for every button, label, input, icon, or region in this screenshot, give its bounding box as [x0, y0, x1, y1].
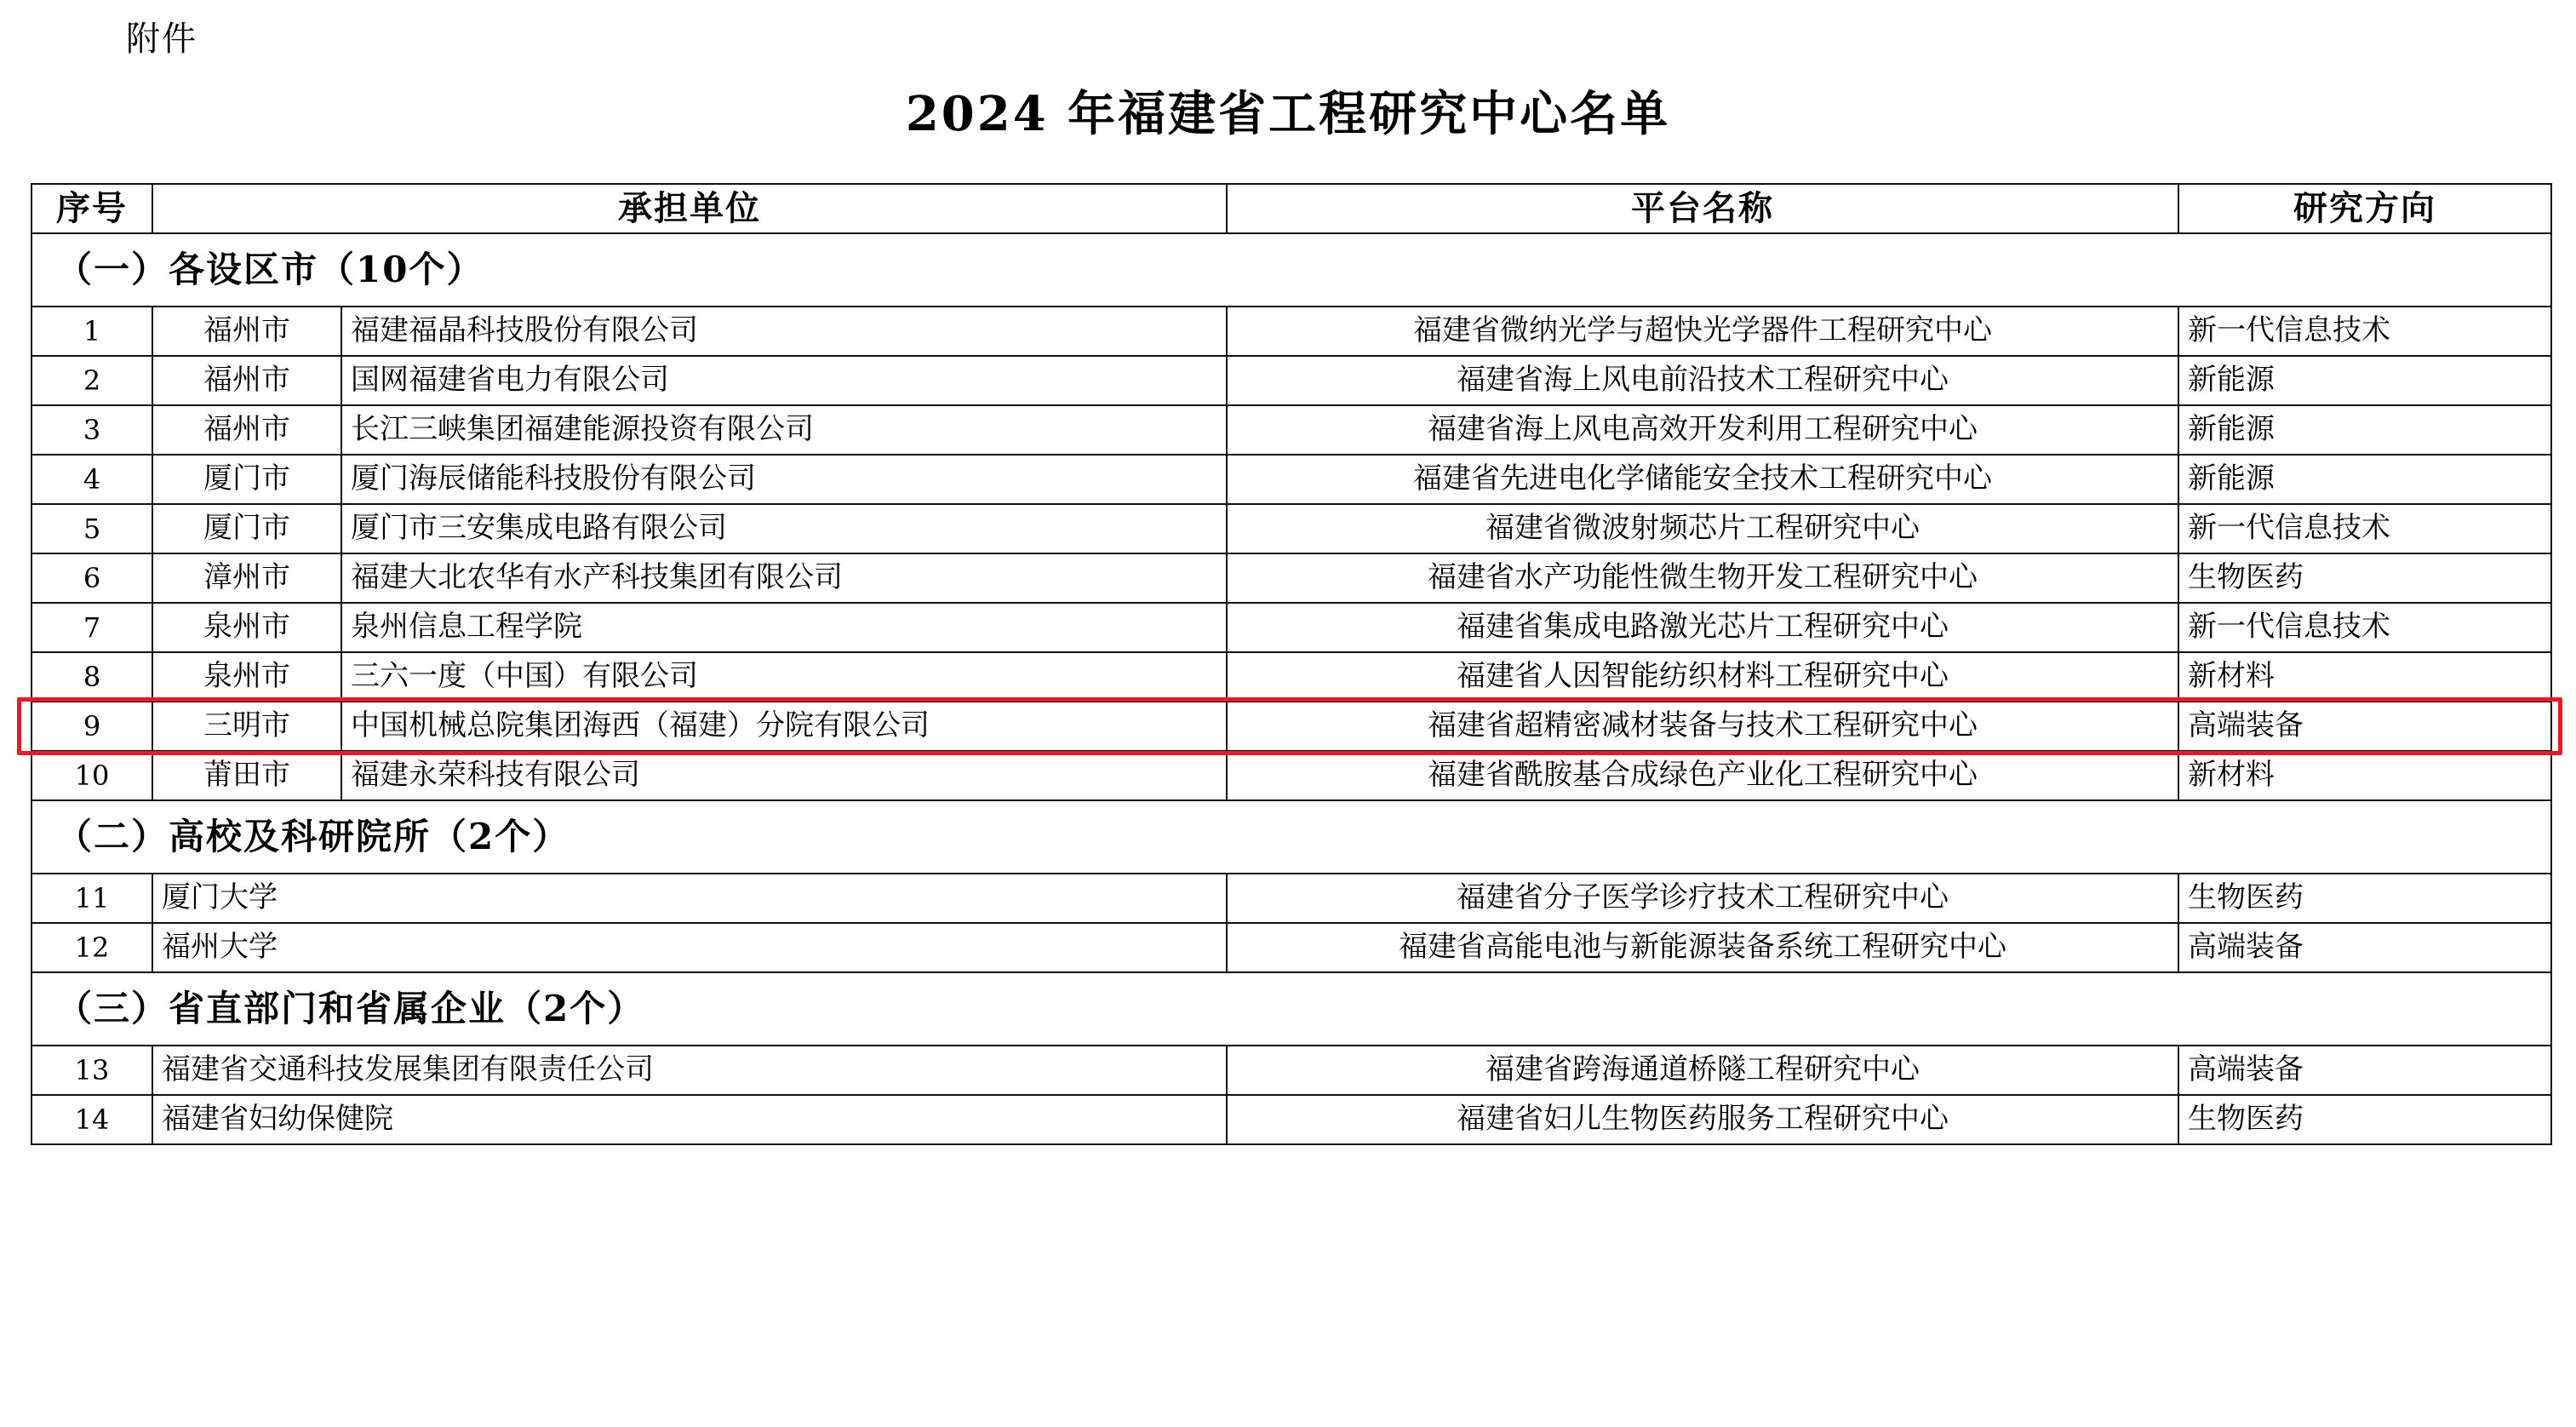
center-list-table: [31, 183, 2552, 1145]
cell-direction: 生物医药: [2178, 553, 2551, 603]
table-row: [31, 874, 2551, 923]
cell-unit: 泉州信息工程学院: [341, 603, 1227, 652]
cell-no: 8: [31, 652, 152, 702]
cell-unit: 三六一度（中国）有限公司: [341, 652, 1227, 702]
cell-unit: 厦门市三安集成电路有限公司: [341, 504, 1227, 553]
cell-no: 9: [31, 702, 152, 751]
cell-platform: 福建省集成电路激光芯片工程研究中心: [1227, 603, 2178, 652]
cell-platform: 福建省海上风电高效开发利用工程研究中心: [1227, 405, 2178, 455]
table-row: [31, 504, 2551, 553]
cell-no: 12: [31, 923, 152, 972]
table-row: [31, 405, 2551, 455]
cell-city: 三明市: [152, 702, 341, 751]
cell-city: 福州市: [152, 405, 341, 455]
cell-no: 11: [31, 874, 152, 923]
section-heading: （一）各设区市（10个）: [31, 233, 2551, 307]
cell-platform: 福建省人因智能纺织材料工程研究中心: [1227, 652, 2178, 702]
column-header-platform: 平台名称: [1227, 184, 2178, 233]
cell-platform: 福建省跨海通道桥隧工程研究中心: [1227, 1046, 2178, 1095]
cell-platform: 福建省高能电池与新能源装备系统工程研究中心: [1227, 923, 2178, 972]
table-row: [31, 1046, 2551, 1095]
cell-city: 泉州市: [152, 603, 341, 652]
table-row: [31, 1095, 2551, 1144]
cell-city: 泉州市: [152, 652, 341, 702]
cell-unit: 福州大学: [152, 923, 1227, 972]
cell-unit: 福建省交通科技发展集团有限责任公司: [152, 1046, 1227, 1095]
cell-direction: 高端装备: [2178, 1046, 2551, 1095]
page-title: 2024 年福建省工程研究中心名单: [905, 86, 1671, 142]
cell-platform: 福建省酰胺基合成绿色产业化工程研究中心: [1227, 751, 2178, 800]
cell-no: 14: [31, 1095, 152, 1144]
cell-platform: 福建省微波射频芯片工程研究中心: [1227, 504, 2178, 553]
section-heading: （二）高校及科研院所（2个）: [31, 800, 2551, 874]
cell-unit: 福建福晶科技股份有限公司: [341, 307, 1227, 356]
cell-city: 厦门市: [152, 504, 341, 553]
cell-direction: 新一代信息技术: [2178, 603, 2551, 652]
cell-platform: 福建省微纳光学与超快光学器件工程研究中心: [1227, 307, 2178, 356]
cell-direction: 高端装备: [2178, 702, 2551, 751]
cell-direction: 高端装备: [2178, 923, 2551, 972]
table-body: [31, 233, 2551, 1144]
cell-city: 漳州市: [152, 553, 341, 603]
table-row: [31, 356, 2551, 405]
cell-no: 4: [31, 455, 152, 504]
table-row: [31, 603, 2551, 652]
cell-direction: 新一代信息技术: [2178, 307, 2551, 356]
table-row: [31, 702, 2551, 751]
table-row: [31, 553, 2551, 603]
attachment-label: 附件: [126, 20, 197, 59]
cell-unit: 福建大北农华有水产科技集团有限公司: [341, 553, 1227, 603]
cell-unit: 国网福建省电力有限公司: [341, 356, 1227, 405]
cell-direction: 新材料: [2178, 751, 2551, 800]
table-row: [31, 751, 2551, 800]
cell-city: 厦门市: [152, 455, 341, 504]
cell-city: 莆田市: [152, 751, 341, 800]
cell-no: 2: [31, 356, 152, 405]
cell-no: 7: [31, 603, 152, 652]
cell-platform: 福建省超精密减材装备与技术工程研究中心: [1227, 702, 2178, 751]
cell-unit: 中国机械总院集团海西（福建）分院有限公司: [341, 702, 1227, 751]
column-header-no: 序号: [31, 184, 152, 233]
section-heading-row: [31, 233, 2551, 307]
column-header-unit: 承担单位: [152, 184, 1227, 233]
table-row: [31, 455, 2551, 504]
cell-direction: 生物医药: [2178, 874, 2551, 923]
table-row: [31, 652, 2551, 702]
cell-unit: 长江三峡集团福建能源投资有限公司: [341, 405, 1227, 455]
cell-unit: 厦门大学: [152, 874, 1227, 923]
cell-no: 10: [31, 751, 152, 800]
section-heading-row: [31, 800, 2551, 874]
cell-platform: 福建省海上风电前沿技术工程研究中心: [1227, 356, 2178, 405]
cell-no: 13: [31, 1046, 152, 1095]
cell-no: 3: [31, 405, 152, 455]
cell-unit: 福建永荣科技有限公司: [341, 751, 1227, 800]
cell-direction: 新能源: [2178, 405, 2551, 455]
cell-platform: 福建省妇儿生物医药服务工程研究中心: [1227, 1095, 2178, 1144]
table-row: [31, 307, 2551, 356]
cell-unit: 福建省妇幼保健院: [152, 1095, 1227, 1144]
table-header: [31, 184, 2551, 233]
cell-city: 福州市: [152, 356, 341, 405]
section-heading: （三）省直部门和省属企业（2个）: [31, 972, 2551, 1046]
cell-direction: 新材料: [2178, 652, 2551, 702]
cell-direction: 新一代信息技术: [2178, 504, 2551, 553]
cell-no: 5: [31, 504, 152, 553]
cell-platform: 福建省分子医学诊疗技术工程研究中心: [1227, 874, 2178, 923]
cell-direction: 生物医药: [2178, 1095, 2551, 1144]
section-heading-row: [31, 972, 2551, 1046]
cell-direction: 新能源: [2178, 356, 2551, 405]
cell-no: 1: [31, 307, 152, 356]
cell-unit: 厦门海辰储能科技股份有限公司: [341, 455, 1227, 504]
cell-platform: 福建省先进电化学储能安全技术工程研究中心: [1227, 455, 2178, 504]
column-header-direction: 研究方向: [2178, 184, 2551, 233]
cell-no: 6: [31, 553, 152, 603]
cell-direction: 新能源: [2178, 455, 2551, 504]
cell-platform: 福建省水产功能性微生物开发工程研究中心: [1227, 553, 2178, 603]
cell-city: 福州市: [152, 307, 341, 356]
table-row: [31, 923, 2551, 972]
